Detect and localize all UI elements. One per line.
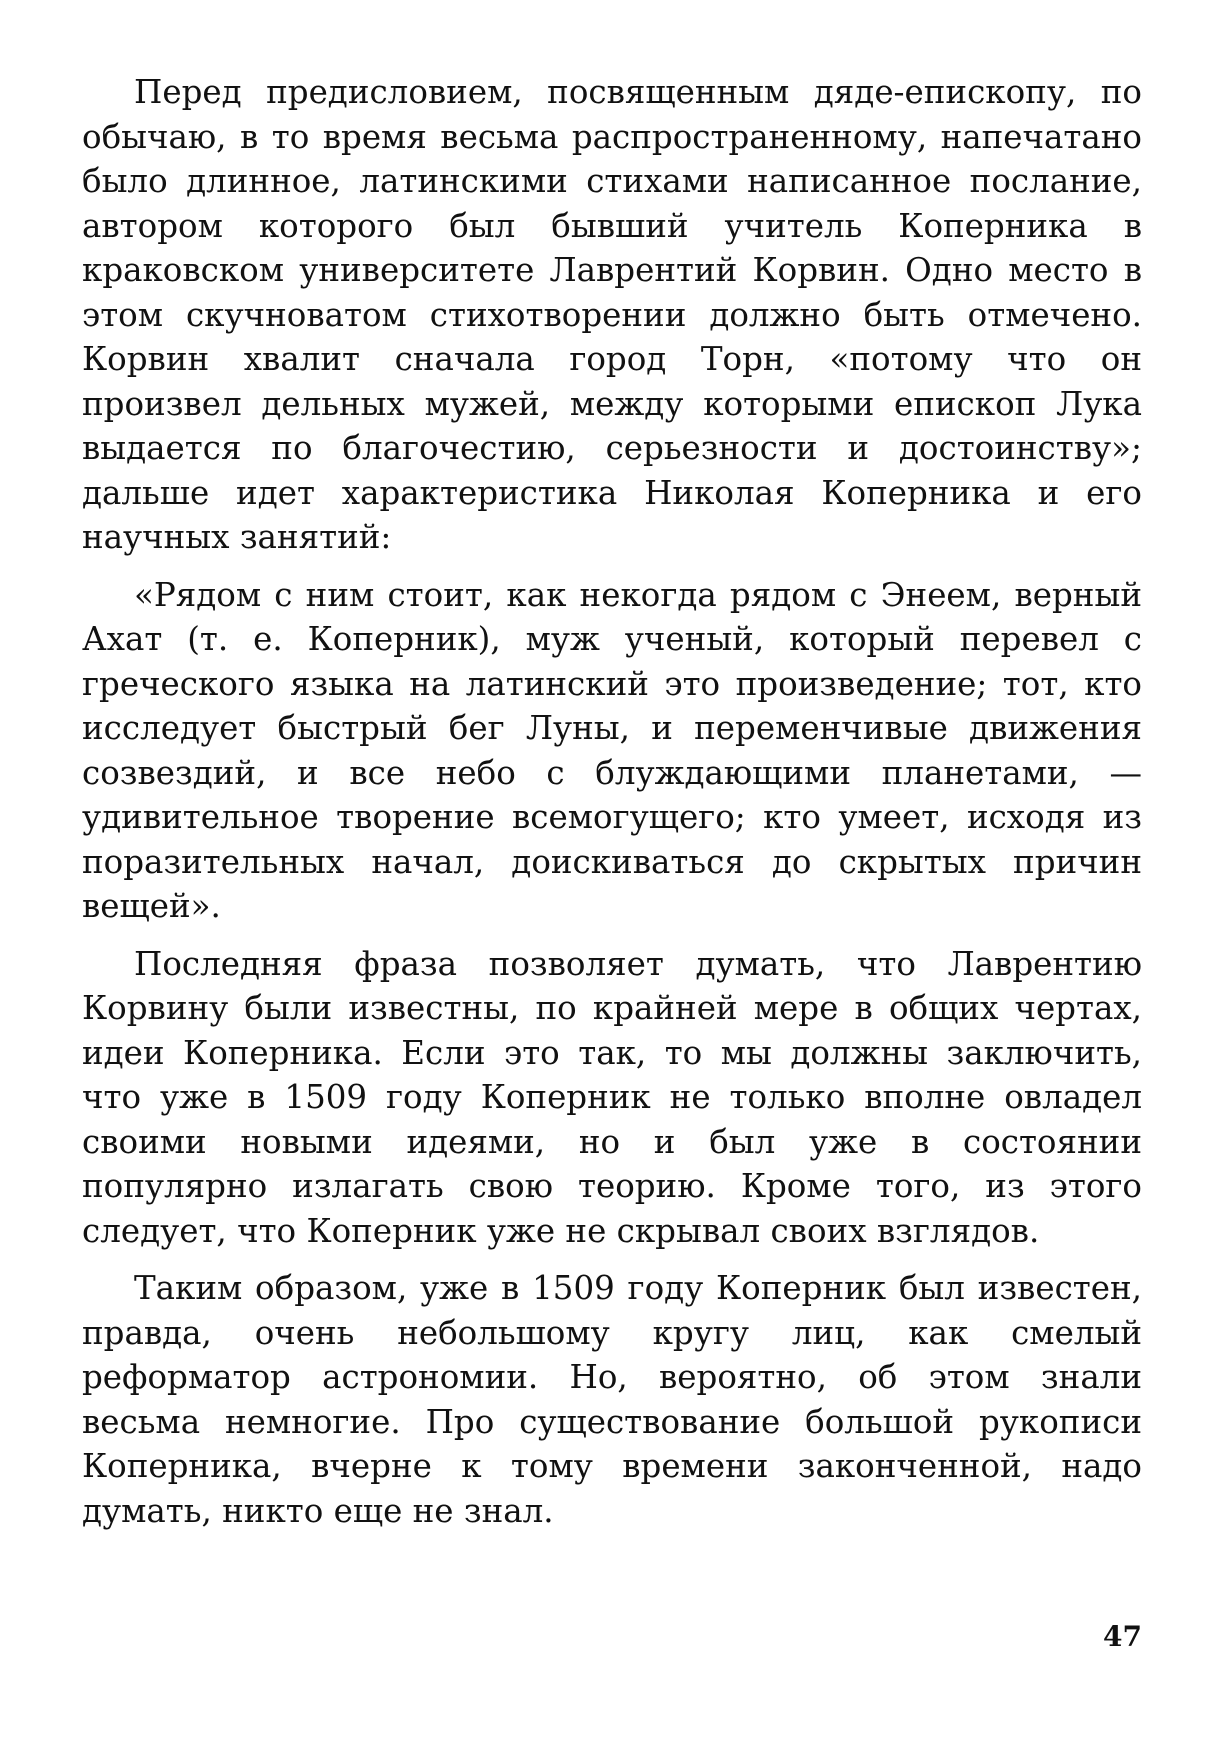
paragraph-1: Перед предисловием, посвященным дяде-епископу, по обычаю, в то время весьма распространенному, напечатано было длинное, латинскими стихами написанное послание, автором которого был бывший учитель Коперника в краковском университете Лаврентий Корвин. Одно место в этом скучноватом стихотворении должно быть отмечено. Корвин хвалит сначала город Торн, «потому что он произвел дельных мужей, между которыми епископ Лука выдается по благочестию, серьезности и достоинству»; дальше идет характеристика Николая Коперника и его научных занятий: bbox=[82, 73, 1142, 556]
paragraph-3: Последняя фраза позволяет думать, что Лаврентию Корвину были известны, по крайней мере в общих чертах, идеи Коперника. Если это так, то мы должны заключить, что уже в 1509 году Коперник не только вполне овладел своими новыми идеями, но и был уже в состоянии популярно излагать свою теорию. Кроме того, из этого следует, что Коперник уже не скрывал своих взглядов. bbox=[82, 944, 1142, 1250]
page-body bbox=[82, 70, 1142, 1546]
paragraph-4: Таким образом, уже в 1509 году Коперник был известен, правда, очень небольшому кругу лиц, как смелый реформатор астрономии. Но, вероятно, об этом знали весьма немногие. Про существование большой рукописи Коперника, вчерне к тому времени законченной, надо думать, никто еще не знал. bbox=[82, 1269, 1142, 1530]
page-number: 47 bbox=[1103, 1620, 1142, 1653]
paragraph-2-quote: «Рядом с ним стоит, как некогда рядом с Энеем, верный Ахат (т. е. Коперник), муж ученый, который перевел с греческого языка на латинский это произведение; тот, кто исследует быстрый бег Луны, и переменчивые движения созвездий, и все небо с блуждающими планетами, — удивительное творение всемогущего; кто умеет, исходя из поразительных начал, доискиваться до скрытых причин вещей». bbox=[82, 575, 1142, 925]
